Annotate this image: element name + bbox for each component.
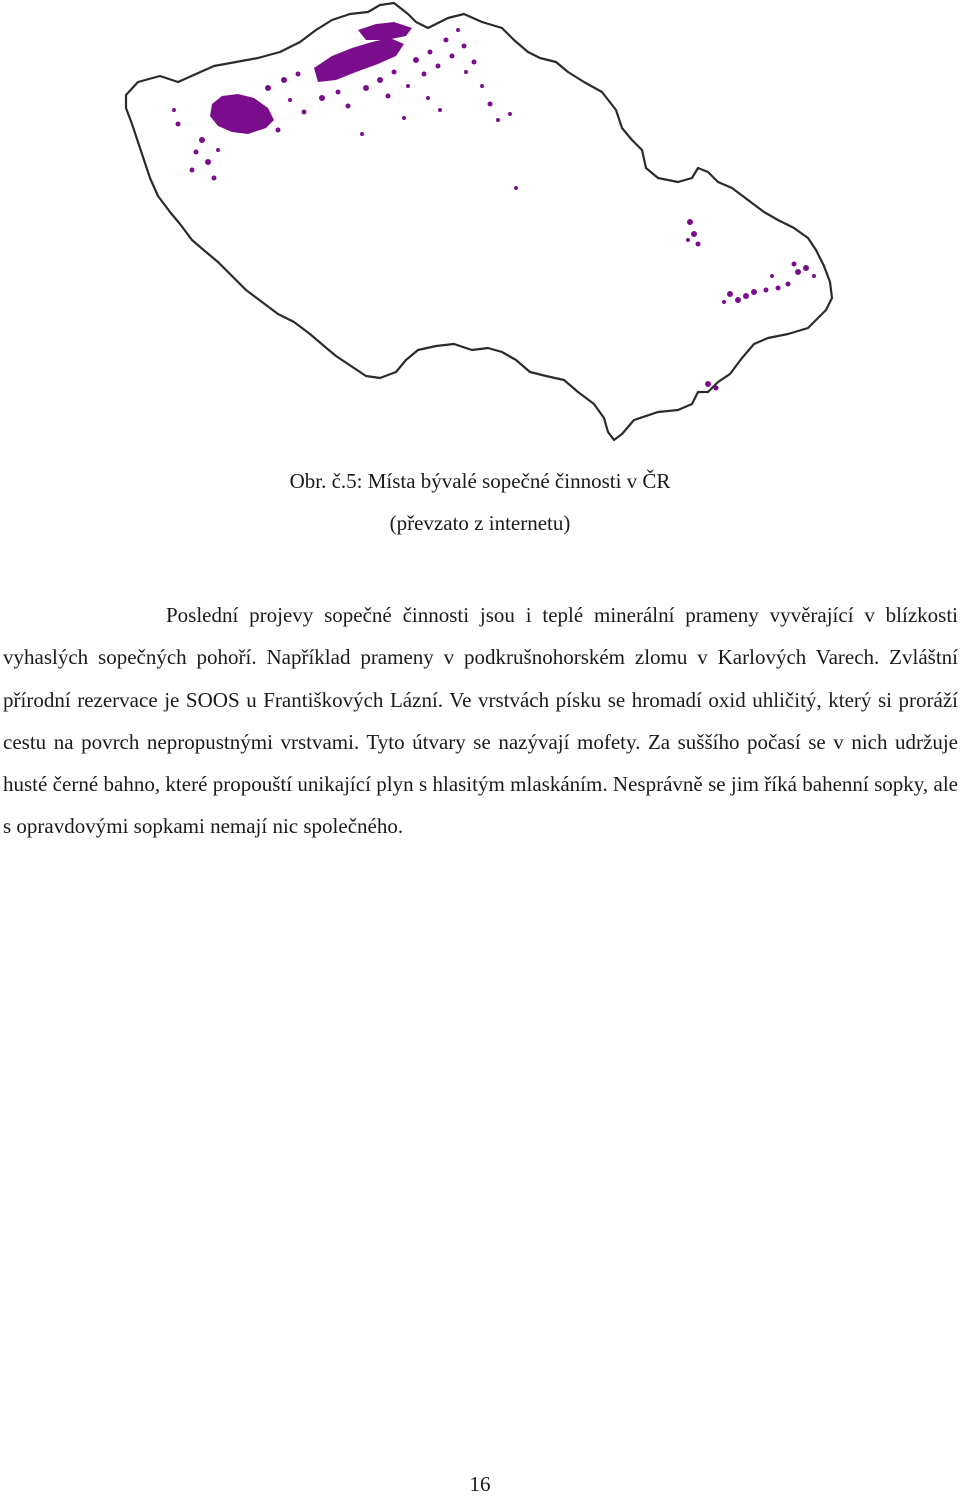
figure-caption: Obr. č.5: Místa bývalé sopečné činnosti v ČR [289, 469, 671, 493]
czech-map-figure [118, 0, 840, 446]
country-outline [126, 3, 832, 440]
body-paragraph: Poslední projevy sopečné činnosti jsou i teplé minerální prameny vyvěrající v blízkosti vyhaslých sopečných pohoří. Například prameny v podkrušnohorském zlomu v Karlových Varech. Zvláštní přírodní rezervace je SOOS u Františkových Lázní. Ve vrstvách písku se hromadí oxid uhličitý, který si proráží cestu na povrch nepropustnými vrstvami. Tyto útvary se nazývají mofety. Za suššího počasí se v nich udržuje husté černé bahno, které propouští unikající plyn s hlasitým mlaskáním. Nesprávně se jim říká bahenní sopky, ale s opravdovými sopkami nemají nic společného. [3, 603, 958, 839]
czech-volcanic-map [118, 0, 840, 446]
page-number: 16 [469, 1472, 491, 1496]
figure-source: (převzato z internetu) [389, 511, 571, 535]
